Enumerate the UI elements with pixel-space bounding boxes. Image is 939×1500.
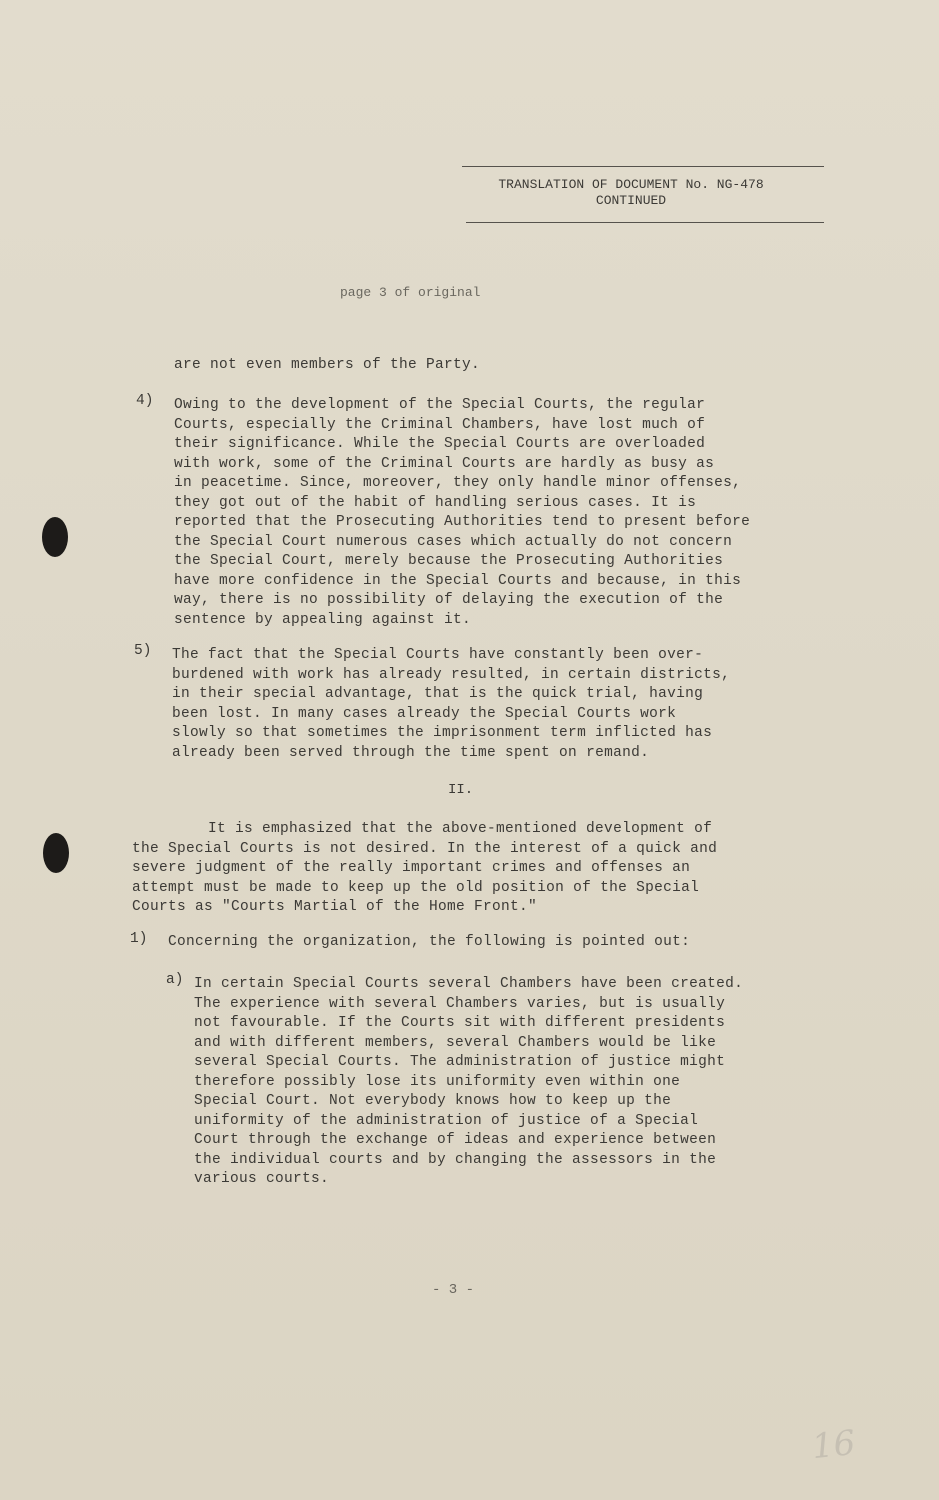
page-number: - 3 - [432,1282,475,1298]
text-line: Courts, especially the Criminal Chambers, have lost much of [174,416,706,433]
header-rule-bottom [466,222,824,223]
text-line: in their special advantage, that is the quick trial, having [172,686,704,702]
text-line: The experience with several Chambers varies, but is usually [194,995,726,1012]
paragraph-number: 5) [134,643,152,659]
text-line: sentence by appealing against it. [174,611,472,628]
text-line: Courts as "Courts Martial of the Home Front." [132,899,538,915]
text-line: and with different members, several Chambers would be like [194,1034,717,1051]
text-line: In certain Special Courts several Chambers have been created. [194,976,744,992]
paragraph-5 [172,646,730,763]
text-line: been lost. In many cases already the Special Courts work [172,705,677,722]
text-line: The fact that the Special Courts have constantly been over- [172,647,704,663]
text-line: several Special Courts. The administration of justice might [194,1054,726,1070]
item-a-paragraph [194,975,743,1190]
text-line: already been served through the time spent on remand. [172,744,650,761]
paragraph-4 [174,396,750,630]
header-continued: CONTINUED [595,193,667,208]
text-line: the Special Court, merely because the Prosecuting Authorities [174,553,724,569]
text-line: have more confidence in the Special Courts and because, in this [174,572,742,589]
paragraph-section-ii [132,820,717,918]
text-line: not favourable. If the Courts sit with different presidents [194,1015,726,1031]
text-line: in peacetime. Since, moreover, they only handle minor offenses, [174,475,742,491]
text-line: It is emphasized that the above-mentioned development of [208,821,713,837]
text-line: severe judgment of the really important crimes and offenses an [132,860,691,876]
text-line: various courts. [194,1171,330,1187]
text-line: their significance. While the Special Courts are overloaded [174,436,706,452]
text-line: the Special Court numerous cases which actually do not concern [174,533,733,550]
document-header [466,177,796,209]
text-line: therefore possibly lose its uniformity even within one [194,1073,681,1090]
text-line: slowly so that sometimes the imprisonment term inflicted has [172,725,713,741]
text-line: Owing to the development of the Special Courts, the regular [174,397,706,413]
paragraph-number: 4) [136,393,154,409]
punch-hole [43,833,69,873]
section-numeral: II. [448,782,474,798]
page-reference: page 3 of original [340,285,481,300]
handwritten-mark: 16 [810,1422,858,1468]
text-line: uniformity of the administration of justice of a Special [194,1112,699,1129]
text-line: way, there is no possibility of delaying the execution of the [174,592,724,608]
text-line: Court through the exchange of ideas and experience between [194,1132,717,1148]
text-line: Special Court. Not everybody knows how to keep up the [194,1093,672,1109]
text-line: the Special Courts is not desired. In the interest of a quick and [132,840,718,857]
punch-hole [42,517,68,557]
text-line: reported that the Prosecuting Authorities tend to present before [174,514,751,530]
intro-line: are not even members of the Party. [174,357,481,373]
text-line: burdened with work has already resulted, in certain districts, [172,666,731,683]
item-number: 1) [130,931,148,947]
header-title: TRANSLATION OF DOCUMENT No. NG-478 [498,177,764,192]
text-line: they got out of the habit of handling serious cases. It is [174,494,697,511]
text-line: the individual courts and by changing the assessors in the [194,1151,717,1168]
header-rule-top [462,166,824,167]
item-1-text: Concerning the organization, the following is pointed out: [168,934,691,950]
text-line: with work, some of the Criminal Courts are hardly as busy as [174,455,715,472]
text-line: attempt must be made to keep up the old position of the Special [132,879,700,896]
item-letter: a) [166,972,184,988]
